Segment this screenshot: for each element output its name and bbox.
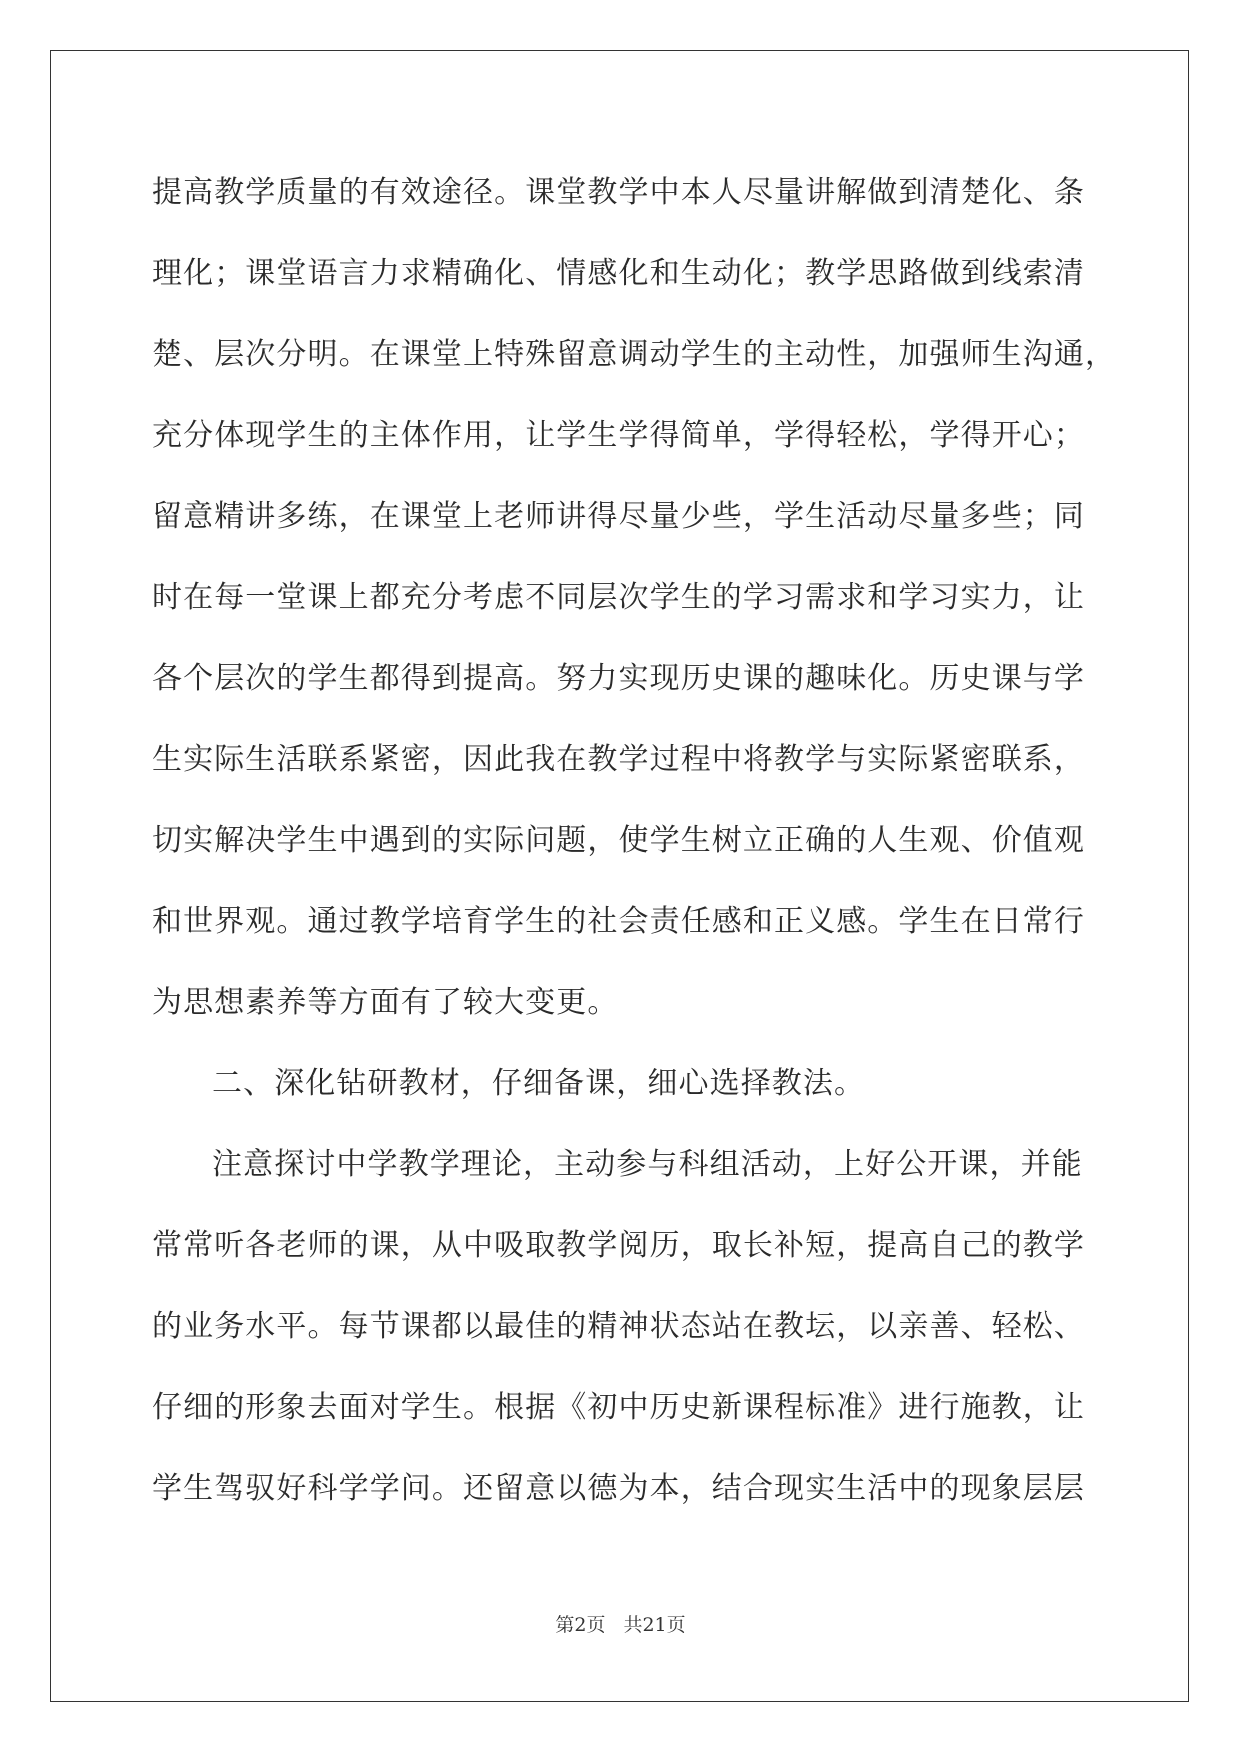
section-heading: 二、深化钻研教材，仔细备课，细心选择教法。 [212,1066,866,1101]
page-number: 第2页 [555,1614,606,1636]
text-line: 仔细的形象去面对学生。根据《初中历史新课程标准》进行施教，让 [152,1390,1085,1425]
page-footer [0,1610,1241,1637]
text-line: 学生驾驭好科学学问。还留意以德为本，结合现实生活中的现象层层 [152,1471,1085,1506]
text-line: 切实解决学生中遇到的实际问题，使学生树立正确的人生观、价值观 [152,823,1085,858]
text-line: 楚、层次分明。在课堂上特殊留意调动学生的主动性，加强师生沟通， [152,337,1117,372]
page-total: 共21页 [623,1614,686,1636]
paragraph-start-line: 注意探讨中学教学理论，主动参与科组活动，上好公开课，并能 [212,1147,1083,1182]
text-line: 充分体现学生的主体作用，让学生学得简单，学得轻松，学得开心； [152,418,1085,453]
text-line: 各个层次的学生都得到提高。努力实现历史课的趣味化。历史课与学 [152,661,1085,696]
text-line: 提高教学质量的有效途径。课堂教学中本人尽量讲解做到清楚化、条 [152,175,1085,210]
text-line: 的业务水平。每节课都以最佳的精神状态站在教坛，以亲善、轻松、 [152,1309,1085,1344]
text-line: 为思想素养等方面有了较大变更。 [152,985,619,1020]
text-line: 生实际生活联系紧密，因此我在教学过程中将教学与实际紧密联系， [152,742,1085,777]
text-line: 和世界观。通过教学培育学生的社会责任感和正义感。学生在日常行 [152,904,1085,939]
text-line: 常常听各老师的课，从中吸取教学阅历，取长补短，提高自己的教学 [152,1228,1085,1263]
document-body [152,152,1117,1529]
text-line: 理化；课堂语言力求精确化、情感化和生动化；教学思路做到线索清 [152,256,1085,291]
text-line: 留意精讲多练，在课堂上老师讲得尽量少些，学生活动尽量多些；同 [152,499,1085,534]
text-line: 时在每一堂课上都充分考虑不同层次学生的学习需求和学习实力，让 [152,580,1085,615]
